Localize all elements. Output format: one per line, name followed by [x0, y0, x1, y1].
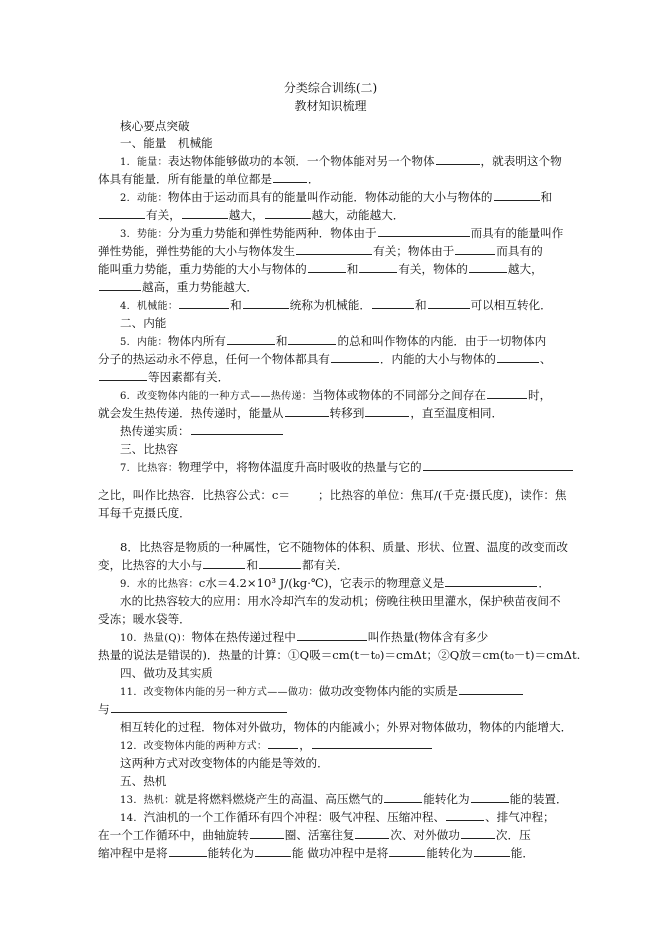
fill-blank[interactable]: [203, 556, 245, 569]
fill-blank[interactable]: [384, 790, 422, 803]
item-3-line-4: 越高，重力势能越大．: [0, 278, 661, 296]
item-6-essence: 热传递实质：: [0, 422, 661, 440]
item-14-line-1: 14．汽油机的一个工作循环有四个冲程：吸气冲程、压缩冲程、 、排气冲程；: [120, 810, 555, 824]
item-8-line-1: 8．比热容是物质的一种属性，它不随物体的体积、质量、形状、位置、温度的改变而改: [120, 540, 568, 554]
item-10-line-1: 10．热量(Q)：物体在热传递过程中 叫作热量(物体含有多少: [120, 630, 489, 644]
worksheet-subtitle: 教材知识梳理: [294, 99, 367, 113]
item-2-line-2: 有关， 越大， 越大，动能越大．: [0, 206, 661, 224]
fill-blank[interactable]: [99, 206, 145, 219]
fill-blank[interactable]: [182, 206, 228, 219]
fill-blank[interactable]: [191, 422, 283, 435]
fill-blank[interactable]: [227, 332, 275, 345]
item-1-keyword: 1．能量：: [120, 157, 168, 168]
item-1-line-1: 1．能量：表达物体能够做功的本领．一个物体能对另一个物体 ，就表明这个物: [120, 154, 562, 168]
section-5-heading: 五、热机: [120, 774, 167, 788]
item-6-line-2: 就会发生热传递．热传递时，能量从 转移到 ，直至温度相同．: [98, 406, 504, 420]
fill-blank[interactable]: [359, 260, 397, 273]
fill-blank[interactable]: [296, 242, 372, 255]
fill-blank[interactable]: [372, 296, 414, 309]
item-5-line-2: 分子的热运动永不停息，任何一个物体都具有 ．内能的大小与物体的 、: [98, 352, 552, 366]
fill-blank[interactable]: [455, 242, 495, 255]
fill-blank[interactable]: [355, 826, 389, 839]
fill-blank[interactable]: [471, 790, 509, 803]
fill-blank[interactable]: [259, 556, 301, 569]
fill-blank[interactable]: [461, 826, 495, 839]
item-7-line-2: 之比，叫作比热容．比热容公式：c＝ ；比热容的单位：焦耳/(千克·摄氏度)，读作：焦: [98, 488, 567, 502]
section-4-heading: 四、做功及其实质: [120, 666, 213, 680]
fill-blank[interactable]: [436, 152, 480, 165]
fill-blank[interactable]: [99, 278, 141, 291]
item-7-line-1: 7．比热容：物理学中，将物体温度升高时吸收的热量与它的: [0, 458, 661, 478]
fill-blank[interactable]: [169, 844, 207, 857]
item-13: 13．热机：就是将燃料燃烧产生的高温、高压燃气的 能转化为 能的装置．: [120, 792, 568, 806]
fill-blank[interactable]: [474, 844, 510, 857]
item-7-line-3: 耳每千克摄氏度．: [98, 506, 191, 520]
item-9-line-3: 受冻；暖水袋等．: [98, 612, 191, 626]
fill-blank[interactable]: [285, 404, 329, 417]
fill-blank[interactable]: [423, 458, 573, 471]
fill-blank[interactable]: [273, 170, 307, 183]
item-4: 4．机械能： 和 统称为机械能． 和 可以相互转化．: [120, 298, 552, 312]
item-5-line-3: 等因素都有关．: [0, 368, 661, 386]
fill-blank[interactable]: [99, 368, 147, 381]
fill-blank[interactable]: [312, 736, 432, 749]
item-6-line-1: 6．改变物体内能的一种方式——热传递：当物体或物体的不同部分之间存在 时，: [120, 388, 552, 402]
item-11-line-1: 11．改变物体内能的另一种方式——做功：做功改变物体内能的实质是: [0, 682, 661, 702]
fill-blank[interactable]: [389, 844, 425, 857]
fill-blank[interactable]: [428, 296, 470, 309]
item-5-line-1: 5．内能：物体内所有 和 的总和叫作物体的内能．由于一切物体内: [120, 334, 547, 348]
fill-blank[interactable]: [111, 700, 287, 713]
fill-blank[interactable]: [331, 350, 379, 363]
fill-blank[interactable]: [268, 736, 298, 749]
item-12-line-2: 这两种方式对改变物体的内能是等效的．: [120, 756, 329, 770]
fill-blank[interactable]: [487, 386, 527, 399]
fill-blank[interactable]: [469, 260, 507, 273]
item-9-line-1: 9．水的比热容：c水＝4.2×10³ J/(kg·℃)，它表示的物理意义是 ．: [120, 576, 550, 590]
core-heading: 核心要点突破: [120, 119, 190, 133]
item-14-line-2: 在一个工作循环中，曲轴旋转 圈、活塞往复 次、对外做功 次．压: [98, 828, 531, 842]
fill-blank[interactable]: [497, 350, 539, 363]
fill-blank[interactable]: [265, 206, 311, 219]
item-10-line-2: 热量的说法是错误的)．热量的计算：①Q吸＝cm(t－t₀)＝cmΔt；②Q放＝cm(t₀－t)＝cmΔt.: [98, 648, 581, 662]
fill-blank[interactable]: [255, 844, 291, 857]
fill-blank[interactable]: [179, 296, 229, 309]
section-3-heading: 三、比热容: [120, 442, 178, 456]
fill-blank[interactable]: [494, 188, 540, 201]
fill-blank[interactable]: [445, 574, 537, 587]
fill-blank[interactable]: [250, 826, 284, 839]
item-11-line-3: 相互转化的过程．物体对外做功，物体的内能减小；外界对物体做功，物体的内能增大．: [120, 720, 573, 734]
fill-blank[interactable]: [288, 332, 336, 345]
fill-blank[interactable]: [243, 296, 289, 309]
item-9-line-2: 水的比热容较大的应用：用水冷却汽车的发动机；傍晚往秧田里灌水，保护秧苗夜间不: [120, 594, 561, 608]
item-3-line-1: 3．势能：分为重力势能和弹性势能两种．物体由于 而具有的能量叫作: [120, 226, 564, 240]
item-14-line-3: 缩冲程中是将 能转化为 能 做功冲程中是将 能转化为 能．: [98, 846, 534, 860]
item-11-line-2: 与: [0, 700, 661, 718]
fill-blank[interactable]: [459, 682, 523, 695]
item-8-line-2: 变，比热容的大小与 和 都有关．: [98, 558, 349, 572]
item-3-line-2: 弹性势能，弹性势能的大小与物体发生 有关；物体由于 而具有的: [98, 244, 543, 258]
item-12-line-1: 12．改变物体内能的两种方式： ，: [0, 736, 661, 756]
section-2-heading: 二、内能: [120, 316, 167, 330]
fill-blank[interactable]: [378, 224, 470, 237]
fill-blank[interactable]: [446, 808, 484, 821]
item-1-line-2: 体具有能量．所有能量的单位都是 ．: [98, 172, 320, 186]
fill-blank[interactable]: [308, 260, 346, 273]
item-2-line-1: 2．动能：物体由于运动而具有的能量叫作动能．物体动能的大小与物体的 和: [120, 190, 553, 204]
worksheet-title: 分类综合训练(二): [283, 81, 378, 95]
fill-blank[interactable]: [297, 628, 367, 641]
fill-blank[interactable]: [365, 404, 409, 417]
item-3-line-3: 能叫重力势能，重力势能的大小与物体的 和 有关，物体的 越大，: [98, 262, 543, 276]
section-1-heading: 一、能量 机械能: [120, 136, 213, 150]
